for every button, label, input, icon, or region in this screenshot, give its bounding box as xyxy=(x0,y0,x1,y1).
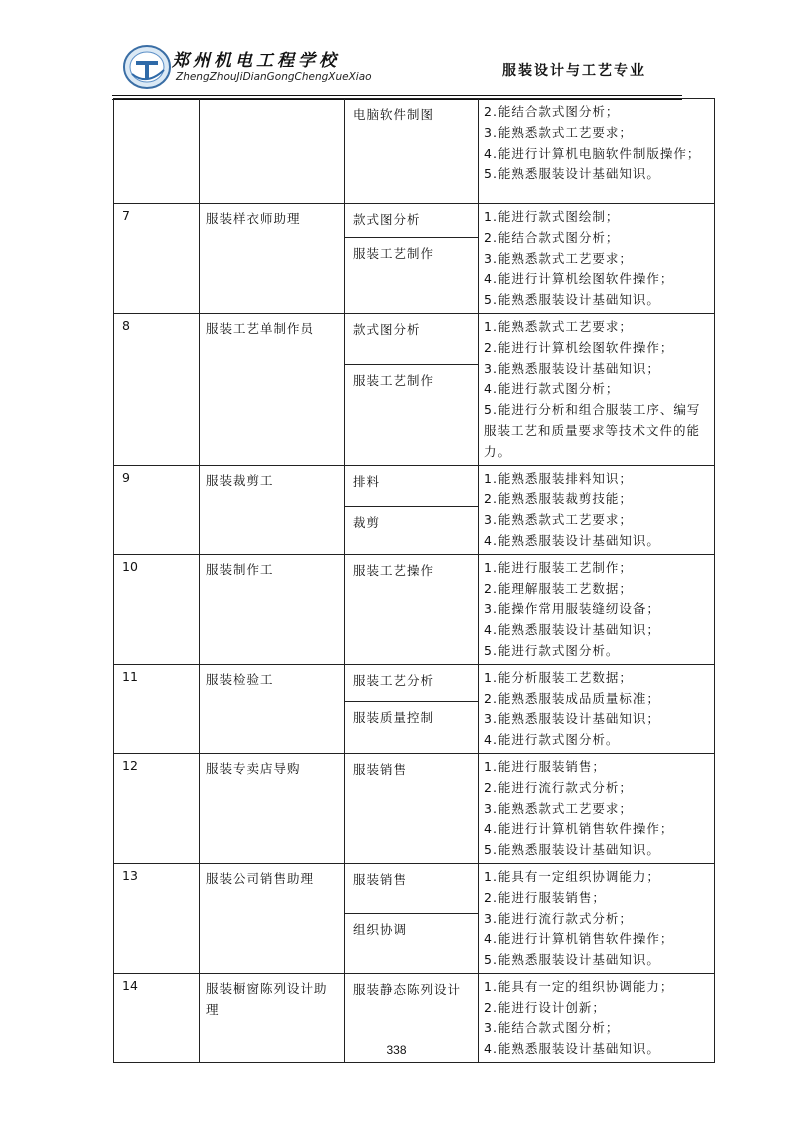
job-task: 排料 xyxy=(345,466,478,507)
requirements-cell xyxy=(479,554,715,664)
requirement-item: 3.能进行流行款式分析； xyxy=(484,910,633,926)
requirement-item: 4.能熟悉服装设计基础知识。 xyxy=(484,1041,660,1057)
requirement-item: 1.能进行款式图绘制； xyxy=(484,209,620,224)
position-name: 服装样衣师助理 xyxy=(200,204,345,314)
position-name: 服装裁剪工 xyxy=(200,465,345,554)
job-task: 款式图分析 xyxy=(345,204,478,238)
job-task: 电脑软件制图 xyxy=(353,107,435,122)
row-number: 9 xyxy=(114,465,200,554)
job-task: 服装质量控制 xyxy=(353,709,435,725)
requirement-item: 1.能进行服装销售； xyxy=(484,758,606,774)
row-number: 7 xyxy=(114,204,200,314)
table-row xyxy=(114,313,715,465)
requirement-item: 4.能进行款式图分析。 xyxy=(484,732,620,748)
job-tasks-cell xyxy=(345,204,479,314)
requirement-item: 5.能熟悉服装设计基础知识。 xyxy=(484,842,660,858)
position-name xyxy=(200,99,345,204)
row-number: 13 xyxy=(114,863,200,973)
position-name: 服装专卖店导购 xyxy=(200,753,345,863)
row-number: 11 xyxy=(114,664,200,753)
job-task: 服装工艺操作 xyxy=(353,562,435,578)
job-task: 组织协调 xyxy=(353,921,408,937)
requirement-item: 2.能进行设计创新； xyxy=(484,999,606,1015)
requirements-cell xyxy=(479,313,715,465)
requirement-item: 5.能熟悉服装设计基础知识。 xyxy=(484,952,660,968)
requirement-item: 3.能结合款式图分析； xyxy=(484,1020,620,1036)
requirement-item: 2.能理解服装工艺数据； xyxy=(484,580,633,596)
job-requirements-table xyxy=(113,98,715,1063)
requirements-cell xyxy=(479,465,715,554)
requirement-item: 3.能熟悉款式工艺要求； xyxy=(484,512,633,528)
header-rule xyxy=(112,95,682,96)
position-name: 服装公司销售助理 xyxy=(200,863,345,973)
table-row xyxy=(114,554,715,664)
requirement-item: 4.能熟悉服装设计基础知识。 xyxy=(484,532,660,548)
job-tasks-cell xyxy=(345,863,479,973)
requirement-item: 3.能操作常用服装缝纫设备； xyxy=(484,601,660,617)
requirement-item: 5.能熟悉服装设计基础知识。 xyxy=(484,292,660,308)
job-tasks-cell xyxy=(345,465,479,554)
job-tasks-cell xyxy=(345,753,479,863)
requirement-item: 5.能熟悉服装设计基础知识。 xyxy=(484,166,660,182)
job-tasks-cell xyxy=(345,99,479,204)
page-number: 338 xyxy=(386,1043,407,1057)
job-task: 裁剪 xyxy=(353,514,381,530)
requirement-item: 2.能熟悉服装裁剪技能； xyxy=(484,491,633,507)
table-row xyxy=(114,664,715,753)
job-tasks-cell xyxy=(345,313,479,465)
row-number: 12 xyxy=(114,753,200,863)
row-number xyxy=(114,99,200,204)
job-tasks-cell xyxy=(345,554,479,664)
table-row xyxy=(114,204,715,314)
requirement-item: 1.能进行服装工艺制作； xyxy=(484,559,633,575)
requirement-item: 3.能熟悉服装设计基础知识； xyxy=(484,360,660,376)
requirement-item: 4.能进行计算机销售软件操作； xyxy=(484,821,674,837)
position-name: 服装检验工 xyxy=(200,664,345,753)
job-task: 款式图分析 xyxy=(345,314,478,365)
table-row xyxy=(114,753,715,863)
job-task: 服装工艺制作 xyxy=(353,246,435,261)
job-tasks-cell xyxy=(345,664,479,753)
requirement-item: 1.能具有一定的组织协调能力； xyxy=(484,978,674,994)
page-header xyxy=(112,40,682,92)
job-task: 服装销售 xyxy=(345,864,478,914)
job-task: 服装静态陈列设计 xyxy=(353,981,462,997)
requirement-item: 1.能熟悉款式工艺要求； xyxy=(484,318,633,334)
requirement-item: 3.能熟悉款式工艺要求； xyxy=(484,250,633,266)
table-row xyxy=(114,465,715,554)
requirement-item: 3.能熟悉服装设计基础知识； xyxy=(484,711,660,727)
position-name: 服装工艺单制作员 xyxy=(200,313,345,465)
requirement-item: 2.能进行计算机绘图软件操作； xyxy=(484,339,674,355)
requirement-item: 2.能结合款式图分析； xyxy=(484,104,620,119)
job-task: 服装工艺制作 xyxy=(353,372,435,388)
requirement-item: 5.能进行款式图分析。 xyxy=(484,642,620,658)
row-number: 8 xyxy=(114,313,200,465)
row-number: 10 xyxy=(114,554,200,664)
job-task: 服装销售 xyxy=(353,761,408,777)
row-number: 14 xyxy=(114,973,200,1062)
major-title: 服装设计与工艺专业 xyxy=(502,63,646,79)
requirements-cell xyxy=(479,753,715,863)
requirement-item: 3.能熟悉款式工艺要求； xyxy=(484,124,633,140)
school-logo-icon xyxy=(122,44,172,90)
requirement-item: 1.能分析服装工艺数据； xyxy=(484,669,633,685)
requirement-item: 5.能进行分析和组合服装工序、编写服装工艺和质量要求等技术文件的能力。 xyxy=(484,402,701,459)
job-task: 服装工艺分析 xyxy=(345,665,478,702)
requirement-item: 2.能熟悉服装成品质量标准； xyxy=(484,690,660,706)
requirement-item: 3.能熟悉款式工艺要求； xyxy=(484,800,633,816)
requirement-item: 4.能进行计算机销售软件操作； xyxy=(484,931,674,947)
requirements-cell xyxy=(479,99,715,204)
position-name: 服装制作工 xyxy=(200,554,345,664)
requirement-item: 2.能进行流行款式分析； xyxy=(484,779,633,795)
requirements-cell xyxy=(479,204,715,314)
table-row xyxy=(114,863,715,973)
table-row xyxy=(114,99,715,204)
requirement-item: 2.能结合款式图分析； xyxy=(484,229,620,245)
requirement-item: 2.能进行服装销售； xyxy=(484,889,606,905)
requirements-cell xyxy=(479,863,715,973)
school-name-chinese: 郑州机电工程学校 xyxy=(172,51,340,71)
requirement-item: 1.能熟悉服装排料知识； xyxy=(484,470,633,486)
requirement-item: 4.能进行计算机电脑软件制版操作； xyxy=(484,145,701,161)
position-name: 服装橱窗陈列设计助理 xyxy=(200,973,345,1062)
requirement-item: 4.能进行款式图分析； xyxy=(484,381,620,397)
requirement-item: 1.能具有一定组织协调能力； xyxy=(484,868,660,884)
school-name-pinyin: ZhengZhouJiDianGongChengXueXiao xyxy=(176,71,372,83)
requirement-item: 4.能进行计算机绘图软件操作； xyxy=(484,271,674,287)
requirements-cell xyxy=(479,664,715,753)
requirement-item: 4.能熟悉服装设计基础知识； xyxy=(484,622,660,638)
